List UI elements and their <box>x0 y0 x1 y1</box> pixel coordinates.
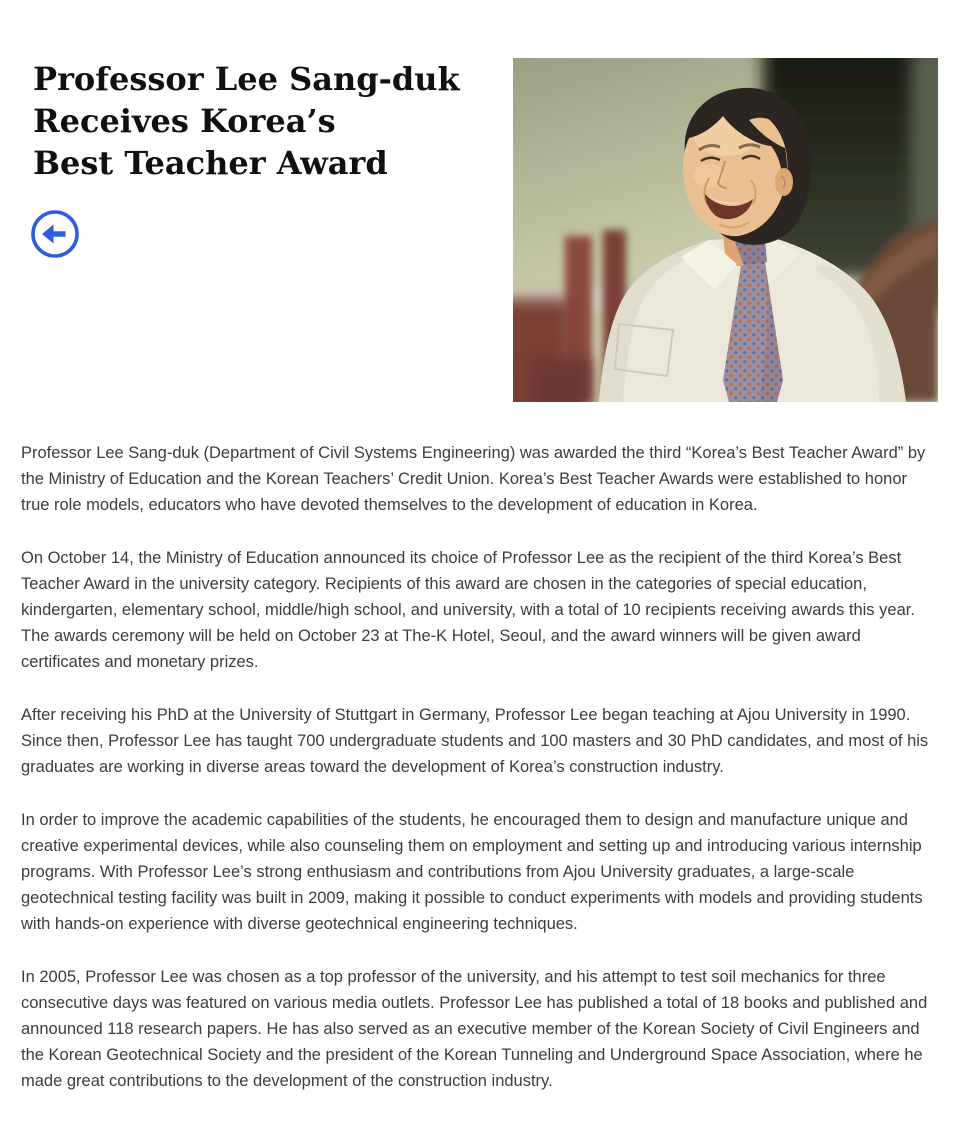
article-body <box>0 427 960 1094</box>
title-line-1: Professor Lee Sang-duk <box>33 60 460 98</box>
professor-photo <box>513 58 938 402</box>
back-button[interactable] <box>29 208 81 260</box>
paragraph-5: In 2005, Professor Lee was chosen as a top professor of the university, and his attempt to test soil mechanics for three consecutive days was featured on various media outlets. Professor Lee has published a total of 18 books and published and announced 118 research papers. He has also served as an executive member of the Korean Society of Civil Engineers and the Korean Geotechnical Society and the president of the Korean Tunneling and Underground Space Association, where he made great contributions to the development of the construction industry. <box>21 968 928 1090</box>
paragraph-2: On October 14, the Ministry of Education announced its choice of Professor Lee as the recipient of the third Korea’s Best Teacher Award in the university category. Recipients of this award are chosen in the categories of special education, kindergarten, elementary school, middle/high school, and university, with a total of 10 recipients receiving awards this year. The awards ceremony will be held on October 23 at The-K Hotel, Seoul, and the award winners will be given award certificates and monetary prizes. <box>21 549 915 671</box>
title-line-3: Best Teacher Award <box>33 144 388 182</box>
paragraph-4: In order to improve the academic capabilities of the students, he encouraged them to design and manufacture unique and creative experimental devices, while also counseling them on employment and setting up and introducing various internship programs. With Professor Lee’s strong enthusiasm and contributions from Ajou University graduates, a large-scale geotechnical testing facility was built in 2009, making it possible to conduct experiments with models and providing students with hands-on experience with diverse geotechnical engineering techniques. <box>21 811 923 933</box>
paragraph-1: Professor Lee Sang-duk (Department of Civil Systems Engineering) was awarded the third “Korea’s Best Teacher Award” by the Ministry of Education and the Korean Teachers’ Credit Union. Korea’s Best Teacher Awards were established to honor true role models, educators who have devoted themselves to the development of education in Korea. <box>21 444 926 514</box>
title-line-2: Receives Korea’s <box>33 102 336 140</box>
page-title <box>33 58 460 184</box>
arrow-left-circle-icon <box>29 208 81 260</box>
article-header <box>0 0 960 427</box>
paragraph-3: After receiving his PhD at the University of Stuttgart in Germany, Professor Lee began teaching at Ajou University in 1990. Since then, Professor Lee has taught 700 undergraduate students and 100 masters and 30 PhD candidates, and most of his graduates are working in diverse areas toward the development of Korea’s construction industry. <box>21 706 929 776</box>
